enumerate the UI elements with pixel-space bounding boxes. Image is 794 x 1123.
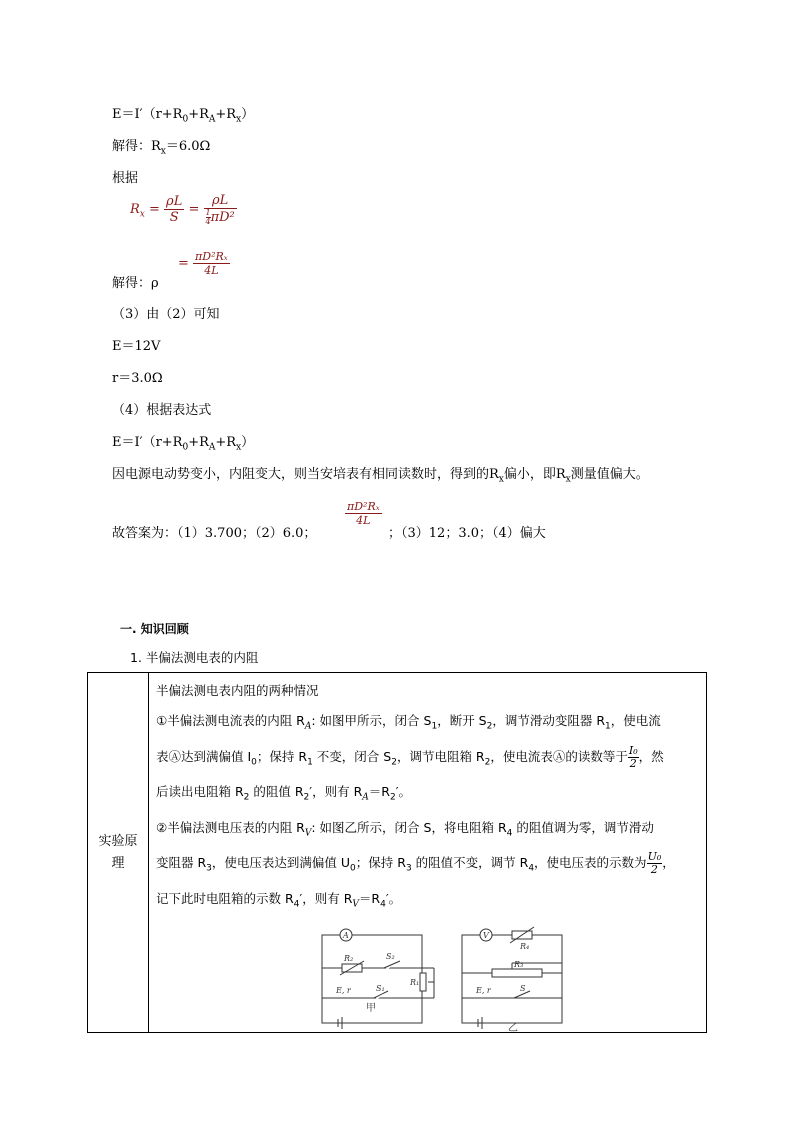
- according-label: 根据: [112, 171, 139, 186]
- fraction-rhoL-S: $\frac{\rho L}{S}$: [166, 194, 183, 225]
- circuit-figures: [156, 919, 699, 1033]
- figure-caption-yi: 乙: [508, 1023, 518, 1033]
- para-voltmeter-3: 记下此时电阻箱的示数 $R_4'$，则有 $R_V=R_4'$。: [156, 890, 402, 909]
- conclusion-text: 因电源电动势变小，内阻变大，则当安培表有相同读数时，得到的$R_x$偏小，即$R_x$测量值偏大。: [112, 467, 649, 485]
- solve-rx: 解得：$R_x=6.0\Omega$: [112, 139, 211, 157]
- svg-text:S₂: S₂: [386, 952, 395, 961]
- internal-resistance-value: r＝3.0Ω: [112, 371, 163, 386]
- solve-rho: 解得：ρ: [112, 276, 159, 291]
- answer-rho-fraction: $\frac{\text{πD²Rₓ}}{4L}$: [347, 500, 380, 527]
- resistivity-formula: $R_x$ = $\frac{\rho L}{S}$ = ρL $\frac{1}{4}$ πD²: [130, 193, 235, 226]
- part3-label: （3）由（2）可知: [112, 307, 220, 322]
- equation-emf-2: $E=I'(r+R_0+R_A+R_x)$: [112, 435, 255, 453]
- svg-text:R₁: R₁: [410, 978, 420, 987]
- part4-label: （4）根据表达式: [112, 403, 212, 418]
- table-title: 半偏法测电表内阻的两种情况: [156, 683, 319, 698]
- answer-line: 故答案为：（1）3.700；（2）6.0；: [112, 526, 317, 541]
- ammeter-icon: A: [343, 931, 349, 940]
- table-label-cell: [88, 673, 149, 1033]
- section-subheading: 1. 半偏法测电表的内阻: [130, 650, 259, 665]
- table-label: 实验原理: [98, 833, 138, 871]
- fraction-rhoL-area: ρL $\frac{1}{4}$ πD²: [205, 193, 235, 226]
- voltmeter-icon: V: [483, 931, 489, 940]
- svg-text:S: S: [520, 984, 526, 993]
- table-content-cell: [149, 673, 707, 1033]
- svg-text:E, r: E, r: [336, 986, 351, 995]
- answer-line-tail: ；（3）12；3.0；（4）偏大: [388, 526, 546, 541]
- circuit-diagrams: [316, 923, 736, 1033]
- svg-text:S₁: S₁: [376, 984, 385, 993]
- emf-value: E＝12V: [112, 339, 161, 354]
- para-ammeter-2: 表Ⓐ达到满偏值 $I_0$；保持 $R_1$ 不变，闭合 $S_2$，调节电阻箱 $R_2$，使电流表Ⓐ的读数等于 $\frac{\text{I₀}}{2}$ ，然: [156, 743, 664, 770]
- svg-text:E, r: E, r: [476, 986, 491, 995]
- para-voltmeter-1: ②半偏法测电压表的内阻 $R_V$: 如图乙所示，闭合 S，将电阻箱 $R_4$ 的阻值调为零，调节滑动: [156, 819, 654, 838]
- para-ammeter-1: ①半偏法测电流表的内阻 $R_A$: 如图甲所示，闭合 $S_1$，断开 $S_2$，调节滑动变阻器 $R_1$，使电流: [156, 713, 661, 732]
- principle-table: [87, 672, 707, 1033]
- rho-expression: = $\frac{\text{πD²Rₓ}}{4L}$: [178, 250, 228, 277]
- section-heading: 一. 知识回顾: [120, 622, 189, 636]
- figure-caption-jia: 甲: [366, 1003, 376, 1014]
- svg-text:R₃: R₃: [514, 960, 524, 969]
- para-voltmeter-2: 变阻器 $R_3$，使电压表达到满偏值 $U_0$；保持 $R_3$ 的阻值不变，调节 $R_4$，使电压表的示数为 $\frac{\text{U₀}}{2}$ ，: [156, 850, 675, 876]
- para-ammeter-3: 后读出电阻箱 $R_2$ 的阻值 $R_2'$，则有 $R_A=R_2'$。: [156, 784, 412, 803]
- svg-text:R₄: R₄: [520, 942, 530, 951]
- equation-emf-1: $E=I'(r+R_0+R_A+R_x)$: [112, 107, 255, 125]
- circuit-yi: [462, 927, 562, 1029]
- svg-text:R₂: R₂: [344, 954, 354, 963]
